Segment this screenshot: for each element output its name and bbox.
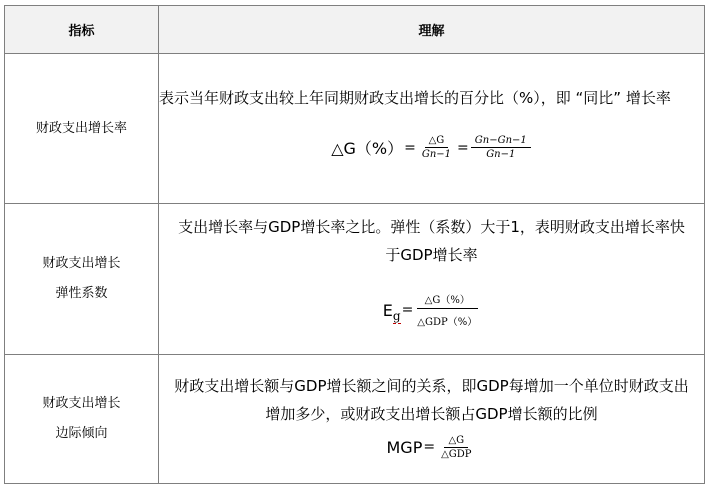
header-explanation: 理解 — [159, 6, 705, 54]
fraction-denominator: Gn−1 — [486, 149, 516, 160]
header-indicator: 指标 — [5, 6, 159, 54]
table-row — [5, 54, 705, 204]
indicator-name-line: 财政支出增长 — [42, 256, 121, 271]
elasticity-formula — [159, 289, 704, 332]
formula-lhs: △G（%） — [331, 139, 404, 158]
explanation-cell — [159, 204, 705, 355]
fraction — [418, 134, 455, 161]
indicator-name-line: 财政支出增长 — [42, 396, 121, 411]
indicator-name-line: 边际倾向 — [55, 426, 108, 441]
fraction-numerator: △G — [444, 434, 468, 448]
marginal-propensity-formula — [159, 434, 704, 461]
table-row — [5, 355, 705, 484]
formula-equals: = — [423, 439, 436, 455]
explanation-text: 支出增长率与GDP增长率之比。弹性（系数）大于1，表明财政支出增长率快于GDP增长率 — [178, 217, 685, 264]
indicator-cell — [5, 54, 159, 204]
indicator-name-line: 弹性系数 — [55, 286, 108, 301]
fraction-denominator: Gn−1 — [421, 149, 452, 160]
explanation-text: 表示当年财政支出较上年同期财政支出增长的百分比（%），即 “同比” 增长率 — [159, 89, 671, 107]
indicator-cell — [5, 355, 159, 484]
formula-equals: = — [457, 139, 469, 156]
fraction — [471, 134, 531, 161]
indicator-name: 财政支出增长率 — [35, 120, 127, 136]
fraction — [415, 289, 479, 332]
explanation-cell — [159, 355, 705, 484]
fraction-numerator: △G（%） — [417, 289, 478, 309]
fraction-denominator: △GDP — [441, 448, 472, 460]
table-row — [5, 204, 705, 355]
table-header-row — [5, 6, 705, 54]
fraction-numerator: Gn−Gn−1 — [471, 134, 531, 148]
fraction-numerator: △G — [425, 134, 449, 148]
fraction-denominator: △GDP（%） — [417, 316, 478, 328]
formula-lhs-subscript: g — [392, 308, 401, 323]
explanation-cell — [159, 54, 705, 204]
formula-lhs: MGP — [386, 437, 423, 457]
formula-equals: = — [401, 302, 414, 318]
explanation-text: 财政支出增长额与GDP增长额之间的关系，即GDP每增加一个单位时财政支出增加多少，或财政支出增长额占GDP增长额的比例 — [174, 376, 689, 423]
fraction — [437, 434, 475, 461]
indicator-table — [4, 5, 705, 484]
indicator-cell — [5, 204, 159, 355]
growth-rate-formula — [159, 134, 704, 161]
formula-lhs: E — [382, 300, 393, 320]
formula-equals: = — [404, 139, 416, 156]
